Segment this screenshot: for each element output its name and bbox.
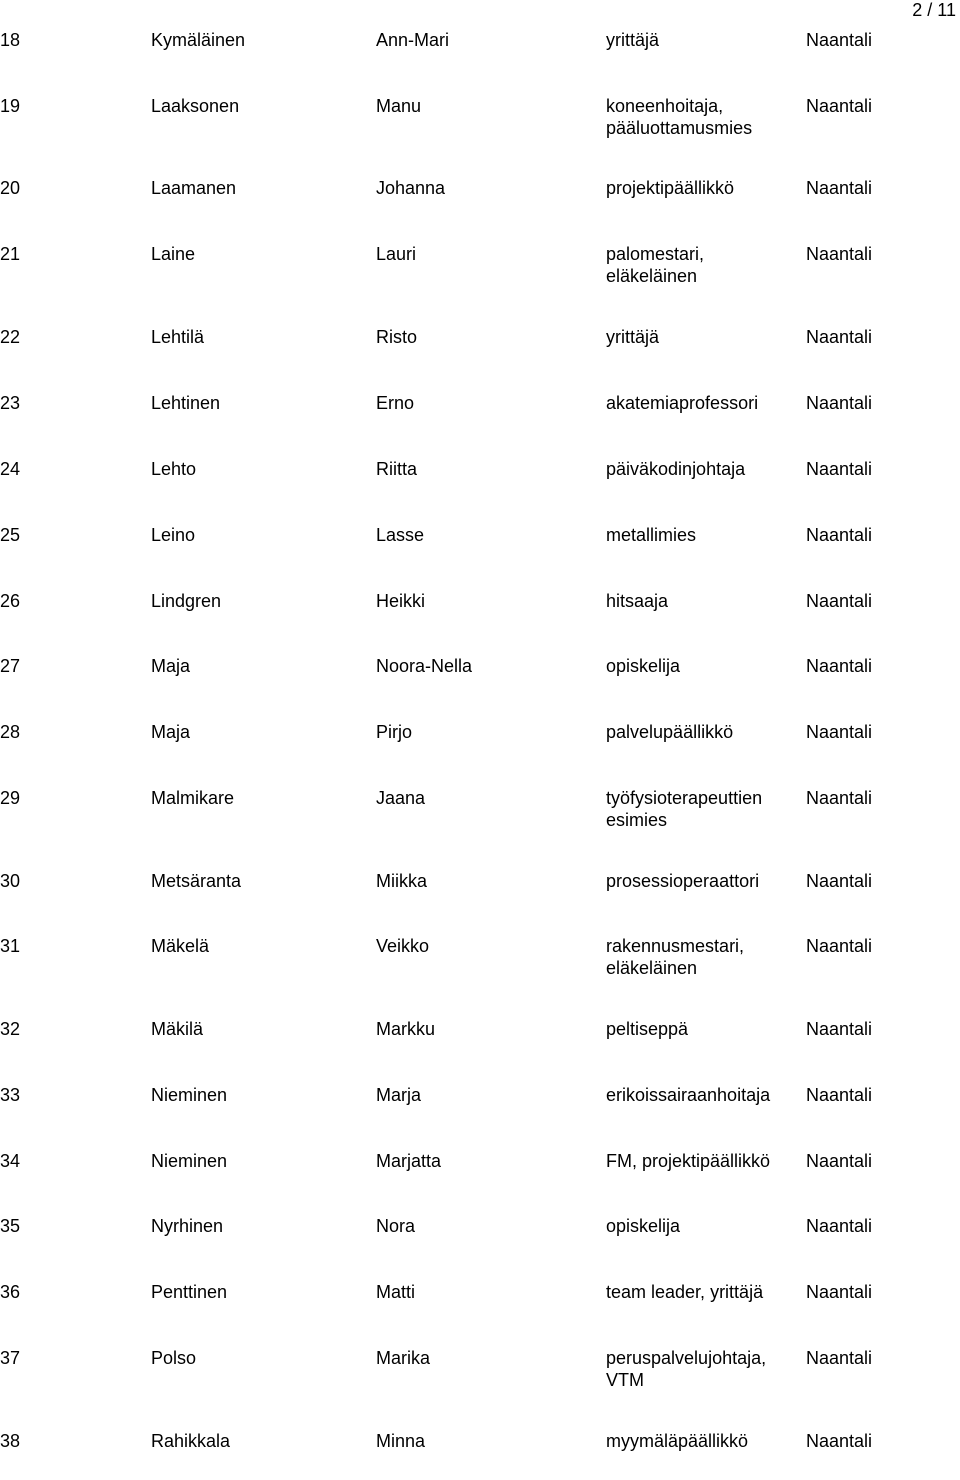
occupation bbox=[606, 590, 668, 612]
municipality: Naantali bbox=[806, 1431, 873, 1451]
list-item bbox=[0, 721, 960, 771]
list-item bbox=[0, 1215, 960, 1265]
municipality: Naantali bbox=[806, 656, 873, 676]
occupation-line: yrittäjä bbox=[606, 327, 660, 347]
list-item bbox=[0, 29, 960, 79]
occupation bbox=[606, 1215, 680, 1237]
occupation-line: prosessioperaattori bbox=[606, 871, 760, 891]
row-number: 29 bbox=[0, 788, 21, 808]
surname: Nieminen bbox=[151, 1151, 228, 1171]
occupation-line: eläkeläinen bbox=[606, 266, 698, 286]
list-item bbox=[0, 243, 960, 293]
surname: Nyrhinen bbox=[151, 1216, 224, 1236]
surname: Mäkelä bbox=[151, 936, 210, 956]
occupation-line: hitsaaja bbox=[606, 591, 669, 611]
first-name: Jaana bbox=[376, 788, 426, 808]
list-item bbox=[0, 326, 960, 376]
row-number: 26 bbox=[0, 591, 21, 611]
row-number: 33 bbox=[0, 1085, 21, 1105]
first-name: Riitta bbox=[376, 459, 418, 479]
municipality: Naantali bbox=[806, 1348, 873, 1368]
occupation-line: FM, projektipäällikkö bbox=[606, 1151, 771, 1171]
occupation bbox=[606, 1281, 763, 1303]
surname: Polso bbox=[151, 1348, 197, 1368]
list-item bbox=[0, 524, 960, 574]
row-number: 28 bbox=[0, 722, 21, 742]
occupation-line: team leader, yrittäjä bbox=[606, 1282, 764, 1302]
municipality: Naantali bbox=[806, 244, 873, 264]
occupation bbox=[606, 458, 745, 480]
municipality: Naantali bbox=[806, 1019, 873, 1039]
occupation bbox=[606, 655, 680, 677]
first-name: Johanna bbox=[376, 178, 446, 198]
row-number: 30 bbox=[0, 871, 21, 891]
first-name: Marika bbox=[376, 1348, 431, 1368]
occupation bbox=[606, 326, 659, 348]
municipality: Naantali bbox=[806, 591, 873, 611]
row-number: 25 bbox=[0, 525, 21, 545]
occupation bbox=[606, 177, 734, 199]
surname: Rahikkala bbox=[151, 1431, 231, 1451]
surname: Laaksonen bbox=[151, 96, 240, 116]
municipality: Naantali bbox=[806, 525, 873, 545]
occupation-line: peruspalvelujohtaja, bbox=[606, 1348, 767, 1368]
row-number: 32 bbox=[0, 1019, 21, 1039]
municipality: Naantali bbox=[806, 1216, 873, 1236]
row-number: 36 bbox=[0, 1282, 21, 1302]
occupation-line: päiväkodinjohtaja bbox=[606, 459, 746, 479]
first-name: Manu bbox=[376, 96, 422, 116]
occupation bbox=[606, 787, 762, 831]
occupation bbox=[606, 935, 744, 979]
occupation-line: esimies bbox=[606, 810, 668, 830]
page-number: 2 / 11 bbox=[912, 0, 956, 20]
row-number: 18 bbox=[0, 30, 21, 50]
row-number: 34 bbox=[0, 1151, 21, 1171]
list-item bbox=[0, 1281, 960, 1331]
occupation-line: akatemiaprofessori bbox=[606, 393, 759, 413]
first-name: Veikko bbox=[376, 936, 430, 956]
municipality: Naantali bbox=[806, 1282, 873, 1302]
surname: Kymäläinen bbox=[151, 30, 246, 50]
first-name: Ann-Mari bbox=[376, 30, 450, 50]
municipality: Naantali bbox=[806, 871, 873, 891]
first-name: Lauri bbox=[376, 244, 417, 264]
first-name: Lasse bbox=[376, 525, 425, 545]
list-item bbox=[0, 95, 960, 145]
occupation-line: eläkeläinen bbox=[606, 958, 698, 978]
row-number: 21 bbox=[0, 244, 21, 264]
list-item bbox=[0, 1018, 960, 1068]
occupation bbox=[606, 721, 733, 743]
surname: Lehtinen bbox=[151, 393, 221, 413]
occupation-line: metallimies bbox=[606, 525, 697, 545]
first-name: Marja bbox=[376, 1085, 422, 1105]
occupation-line: opiskelija bbox=[606, 656, 681, 676]
occupation bbox=[606, 1430, 748, 1452]
surname: Maja bbox=[151, 656, 191, 676]
occupation bbox=[606, 1150, 770, 1172]
list-item bbox=[0, 935, 960, 985]
occupation bbox=[606, 95, 752, 139]
municipality: Naantali bbox=[806, 30, 873, 50]
occupation bbox=[606, 870, 759, 892]
row-number: 23 bbox=[0, 393, 21, 413]
row-number: 19 bbox=[0, 96, 21, 116]
occupation-line: myymäläpäällikkö bbox=[606, 1431, 749, 1451]
occupation-line: pääluottamusmies bbox=[606, 118, 753, 138]
first-name: Miikka bbox=[376, 871, 428, 891]
occupation bbox=[606, 1347, 766, 1391]
surname: Leino bbox=[151, 525, 196, 545]
occupation-line: palvelupäällikkö bbox=[606, 722, 734, 742]
row-number: 27 bbox=[0, 656, 21, 676]
municipality: Naantali bbox=[806, 788, 873, 808]
row-number: 24 bbox=[0, 459, 21, 479]
first-name: Heikki bbox=[376, 591, 426, 611]
row-number: 31 bbox=[0, 936, 21, 956]
first-name: Markku bbox=[376, 1019, 436, 1039]
list-item bbox=[0, 458, 960, 508]
occupation-line: rakennusmestari, bbox=[606, 936, 745, 956]
list-item bbox=[0, 870, 960, 920]
occupation-line: yrittäjä bbox=[606, 30, 660, 50]
municipality: Naantali bbox=[806, 96, 873, 116]
row-number: 35 bbox=[0, 1216, 21, 1236]
row-number: 22 bbox=[0, 327, 21, 347]
surname: Lehtilä bbox=[151, 327, 205, 347]
occupation-line: koneenhoitaja, bbox=[606, 96, 724, 116]
occupation bbox=[606, 1018, 688, 1040]
occupation-line: peltiseppä bbox=[606, 1019, 689, 1039]
list-item bbox=[0, 787, 960, 837]
occupation bbox=[606, 1084, 770, 1106]
first-name: Matti bbox=[376, 1282, 416, 1302]
surname: Penttinen bbox=[151, 1282, 228, 1302]
surname: Maja bbox=[151, 722, 191, 742]
occupation-line: palomestari, bbox=[606, 244, 705, 264]
list-item bbox=[0, 1430, 960, 1480]
occupation bbox=[606, 392, 758, 414]
first-name: Risto bbox=[376, 327, 418, 347]
occupation bbox=[606, 243, 704, 287]
surname: Laamanen bbox=[151, 178, 237, 198]
list-item bbox=[0, 392, 960, 442]
occupation-line: työfysioterapeuttien bbox=[606, 788, 763, 808]
surname: Lindgren bbox=[151, 591, 222, 611]
occupation-line: erikoissairaanhoitaja bbox=[606, 1085, 771, 1105]
municipality: Naantali bbox=[806, 327, 873, 347]
occupation bbox=[606, 29, 659, 51]
list-item bbox=[0, 590, 960, 640]
first-name: Pirjo bbox=[376, 722, 413, 742]
municipality: Naantali bbox=[806, 178, 873, 198]
list-item bbox=[0, 1150, 960, 1200]
row-number: 37 bbox=[0, 1348, 21, 1368]
municipality: Naantali bbox=[806, 459, 873, 479]
surname: Mäkilä bbox=[151, 1019, 204, 1039]
list-item bbox=[0, 177, 960, 227]
first-name: Nora bbox=[376, 1216, 416, 1236]
municipality: Naantali bbox=[806, 1151, 873, 1171]
occupation bbox=[606, 524, 696, 546]
municipality: Naantali bbox=[806, 393, 873, 413]
surname: Nieminen bbox=[151, 1085, 228, 1105]
municipality: Naantali bbox=[806, 936, 873, 956]
surname: Malmikare bbox=[151, 788, 235, 808]
list-item bbox=[0, 655, 960, 705]
list-item bbox=[0, 1347, 960, 1397]
surname: Metsäranta bbox=[151, 871, 242, 891]
occupation-line: opiskelija bbox=[606, 1216, 681, 1236]
occupation-line: projektipäällikkö bbox=[606, 178, 735, 198]
first-name: Erno bbox=[376, 393, 415, 413]
municipality: Naantali bbox=[806, 722, 873, 742]
surname: Lehto bbox=[151, 459, 197, 479]
municipality: Naantali bbox=[806, 1085, 873, 1105]
occupation-line: VTM bbox=[606, 1370, 644, 1390]
first-name: Marjatta bbox=[376, 1151, 442, 1171]
row-number: 20 bbox=[0, 178, 21, 198]
row-number: 38 bbox=[0, 1431, 21, 1451]
list-item bbox=[0, 1084, 960, 1134]
first-name: Minna bbox=[376, 1431, 426, 1451]
first-name: Noora-Nella bbox=[376, 656, 473, 676]
surname: Laine bbox=[151, 244, 196, 264]
